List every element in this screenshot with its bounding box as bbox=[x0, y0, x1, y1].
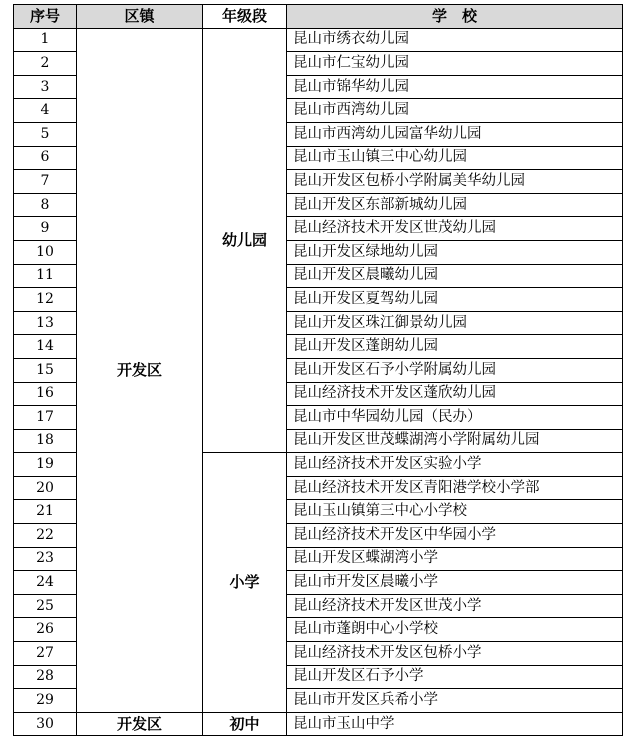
table-body bbox=[14, 28, 623, 736]
school-name: 昆山市玉山镇三中心幼儿园 bbox=[287, 146, 623, 170]
row-index: 11 bbox=[14, 264, 77, 288]
school-name: 昆山市仁宝幼儿园 bbox=[287, 52, 623, 76]
district-cell: 开发区 bbox=[77, 712, 203, 736]
row-index: 21 bbox=[14, 500, 77, 524]
school-name: 昆山经济技术开发区世茂幼儿园 bbox=[287, 217, 623, 241]
school-name: 昆山开发区石予小学 bbox=[287, 665, 623, 689]
school-name: 昆山市开发区兵希小学 bbox=[287, 689, 623, 713]
row-index: 14 bbox=[14, 335, 77, 359]
school-name: 昆山市蓬朗中心小学校 bbox=[287, 618, 623, 642]
row-index: 13 bbox=[14, 311, 77, 335]
school-name: 昆山开发区蓬朗幼儿园 bbox=[287, 335, 623, 359]
header-index: 序号 bbox=[14, 5, 77, 29]
row-index: 6 bbox=[14, 146, 77, 170]
row-index: 2 bbox=[14, 52, 77, 76]
row-index: 9 bbox=[14, 217, 77, 241]
row-index: 18 bbox=[14, 429, 77, 453]
school-name: 昆山市西湾幼儿园 bbox=[287, 99, 623, 123]
school-name: 昆山经济技术开发区包桥小学 bbox=[287, 642, 623, 666]
school-name: 昆山经济技术开发区中华园小学 bbox=[287, 524, 623, 548]
row-index: 30 bbox=[14, 712, 77, 736]
school-name: 昆山开发区石予小学附属幼儿园 bbox=[287, 358, 623, 382]
row-index: 15 bbox=[14, 358, 77, 382]
row-index: 29 bbox=[14, 689, 77, 713]
header-district: 区镇 bbox=[77, 5, 203, 29]
school-name: 昆山玉山镇第三中心小学校 bbox=[287, 500, 623, 524]
row-index: 26 bbox=[14, 618, 77, 642]
school-name: 昆山经济技术开发区世茂小学 bbox=[287, 594, 623, 618]
grade-cell-primary: 小学 bbox=[203, 453, 287, 713]
school-name: 昆山市中华园幼儿园（民办） bbox=[287, 406, 623, 430]
school-name: 昆山开发区夏驾幼儿园 bbox=[287, 288, 623, 312]
school-name: 昆山市西湾幼儿园富华幼儿园 bbox=[287, 122, 623, 146]
school-name: 昆山开发区世茂蝶湖湾小学附属幼儿园 bbox=[287, 429, 623, 453]
school-name: 昆山开发区珠江御景幼儿园 bbox=[287, 311, 623, 335]
row-index: 20 bbox=[14, 476, 77, 500]
school-name: 昆山市绣衣幼儿园 bbox=[287, 28, 623, 52]
row-index: 3 bbox=[14, 75, 77, 99]
school-name: 昆山开发区包桥小学附属美华幼儿园 bbox=[287, 170, 623, 194]
row-index: 22 bbox=[14, 524, 77, 548]
school-name: 昆山经济技术开发区实验小学 bbox=[287, 453, 623, 477]
row-index: 8 bbox=[14, 193, 77, 217]
school-name: 昆山经济技术开发区青阳港学校小学部 bbox=[287, 476, 623, 500]
row-index: 19 bbox=[14, 453, 77, 477]
grade-cell-kindergarten: 幼儿园 bbox=[203, 28, 287, 453]
header-grade: 年级段 bbox=[203, 5, 287, 29]
row-index: 10 bbox=[14, 240, 77, 264]
row-index: 16 bbox=[14, 382, 77, 406]
row-index: 17 bbox=[14, 406, 77, 430]
row-index: 12 bbox=[14, 288, 77, 312]
school-list-table bbox=[13, 4, 623, 736]
school-name: 昆山经济技术开发区蓬欣幼儿园 bbox=[287, 382, 623, 406]
school-name: 昆山市玉山中学 bbox=[287, 712, 623, 736]
school-name: 昆山开发区蝶湖湾小学 bbox=[287, 547, 623, 571]
row-index: 4 bbox=[14, 99, 77, 123]
table-row bbox=[14, 28, 623, 52]
row-index: 7 bbox=[14, 170, 77, 194]
row-index: 27 bbox=[14, 642, 77, 666]
row-index: 1 bbox=[14, 28, 77, 52]
school-name: 昆山开发区晨曦幼儿园 bbox=[287, 264, 623, 288]
grade-cell-junior: 初中 bbox=[203, 712, 287, 736]
school-name: 昆山市开发区晨曦小学 bbox=[287, 571, 623, 595]
row-index: 25 bbox=[14, 594, 77, 618]
table-row bbox=[14, 712, 623, 736]
school-name: 昆山开发区东部新城幼儿园 bbox=[287, 193, 623, 217]
row-index: 5 bbox=[14, 122, 77, 146]
row-index: 28 bbox=[14, 665, 77, 689]
header-row bbox=[14, 5, 623, 29]
school-name: 昆山市锦华幼儿园 bbox=[287, 75, 623, 99]
district-cell: 开发区 bbox=[77, 28, 203, 712]
header-school: 学 校 bbox=[287, 5, 623, 29]
school-name: 昆山开发区绿地幼儿园 bbox=[287, 240, 623, 264]
row-index: 23 bbox=[14, 547, 77, 571]
row-index: 24 bbox=[14, 571, 77, 595]
